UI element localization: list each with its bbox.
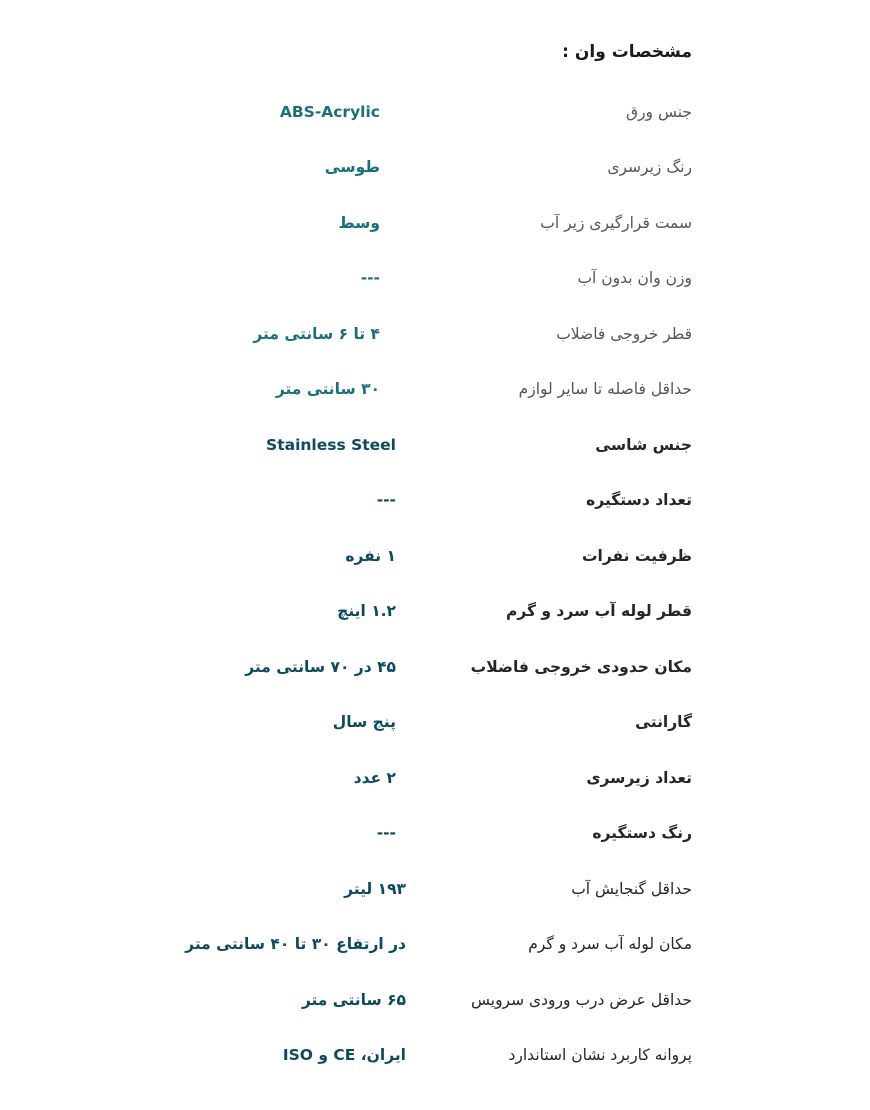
- page-title: مشخصات وان :: [562, 42, 692, 62]
- spec-row-pipe-location: [0, 917, 870, 973]
- spec-row-min-clearance: [0, 362, 870, 418]
- spec-value: ۴ تا ۶ سانتی متر: [253, 324, 380, 343]
- spec-value: وسط: [338, 213, 380, 232]
- spec-row-capacity: [0, 528, 870, 584]
- spec-value: طوسی: [324, 158, 380, 177]
- spec-row-headrest-count: [0, 750, 870, 806]
- spec-label: مکان لوله آب سرد و گرم: [528, 935, 692, 954]
- spec-row-chassis-material: [0, 417, 870, 473]
- spec-label: وزن وان بدون آب: [577, 269, 692, 288]
- spec-row-headrest-color: [0, 140, 870, 196]
- spec-value: در ارتفاع ۳۰ تا ۴۰ سانتی متر: [185, 935, 406, 954]
- spec-value: ABS-Acrylic: [279, 102, 380, 121]
- spec-value: Stainless Steel: [266, 435, 396, 454]
- spec-row-sheet-material: [0, 84, 870, 140]
- spec-value: ایران، CE و ISO: [282, 1046, 406, 1065]
- spec-label: رنگ زیرسری: [607, 158, 692, 177]
- spec-row-handle-count: [0, 473, 870, 529]
- spec-value: ۴۵ در ۷۰ سانتی متر: [245, 657, 396, 676]
- spec-row-min-water-capacity: [0, 861, 870, 917]
- spec-value: پنج سال: [332, 713, 396, 732]
- spec-row-dry-weight: [0, 251, 870, 307]
- spec-label: سمت قرارگیری زیر آب: [540, 213, 692, 232]
- spec-label: جنس شاسی: [595, 435, 692, 454]
- spec-row-min-door-width: [0, 972, 870, 1028]
- spec-row-drain-position: [0, 195, 870, 251]
- spec-label: ظرفیت نفرات: [581, 546, 692, 565]
- spec-value: ---: [360, 269, 380, 288]
- spec-row-drain-diameter: [0, 306, 870, 362]
- spec-row-standard-license: [0, 1028, 870, 1084]
- spec-label: حداقل فاصله تا سایر لوازم: [518, 380, 692, 399]
- spec-row-pipe-diameter: [0, 584, 870, 640]
- spec-value: ۶۵ سانتی متر: [301, 990, 406, 1009]
- spec-label: گارانتی: [635, 713, 692, 732]
- spec-row-handle-color: [0, 806, 870, 862]
- spec-label: جنس ورق: [626, 102, 692, 121]
- spec-label: پروانه کاربرد نشان استاندارد: [508, 1046, 692, 1065]
- spec-table: [0, 84, 870, 1083]
- spec-label: قطر لوله آب سرد و گرم: [505, 602, 692, 621]
- spec-value: ۱۹۳ لیتر: [344, 879, 406, 898]
- spec-value: ۲ عدد: [353, 768, 396, 787]
- spec-label: قطر خروجی فاضلاب: [556, 324, 692, 343]
- spec-row-drain-location: [0, 639, 870, 695]
- spec-label: حداقل گنجایش آب: [571, 879, 692, 898]
- spec-row-warranty: [0, 695, 870, 751]
- spec-label: مکان حدودی خروجی فاضلاب: [470, 657, 692, 676]
- spec-value: ۱ نفره: [345, 546, 396, 565]
- spec-label: تعداد زیرسری: [586, 768, 692, 787]
- spec-value: ۳۰ سانتی متر: [275, 380, 380, 399]
- spec-value: ---: [376, 824, 396, 843]
- spec-label: رنگ دستگیره: [592, 824, 692, 843]
- spec-value: ---: [376, 491, 396, 510]
- spec-label: تعداد دستگیره: [586, 491, 692, 510]
- spec-label: حداقل عرض درب ورودی سرویس: [471, 990, 692, 1009]
- spec-value: ۱.۲ اینچ: [337, 602, 396, 621]
